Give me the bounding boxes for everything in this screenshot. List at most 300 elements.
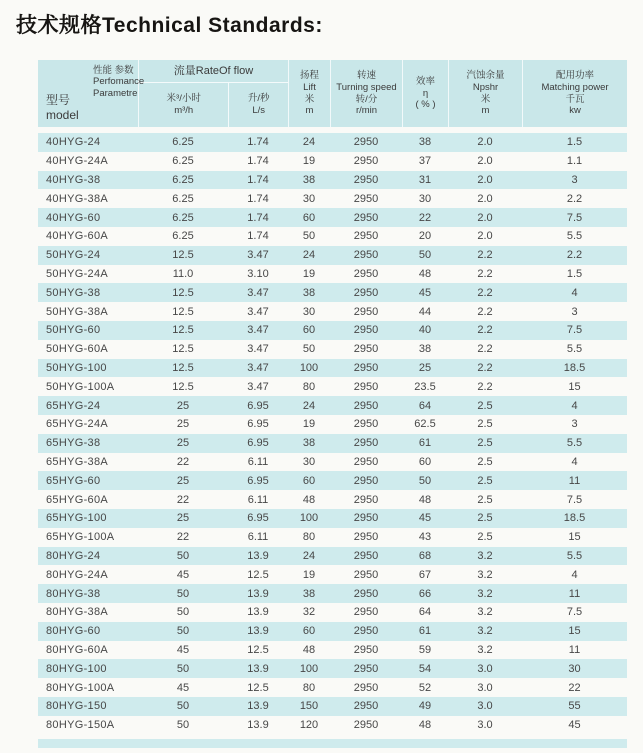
speed-cn: 转速 (356, 69, 376, 81)
value-cell: 6.95 (247, 512, 269, 525)
value-cell: 38 (302, 437, 316, 450)
value-cell: 38 (302, 587, 316, 600)
table-row (38, 152, 627, 171)
value-cell: 11.0 (172, 267, 194, 280)
value-cell: 6.25 (172, 136, 194, 149)
table-row (38, 133, 627, 152)
value-cell: 2950 (353, 512, 379, 525)
value-cell: 45 (568, 719, 581, 732)
value-cell: 25 (176, 418, 190, 431)
value-cell: 2.5 (477, 437, 493, 450)
value-cell: 48 (418, 267, 432, 280)
value-cell: 3.0 (477, 681, 493, 694)
value-cell: 2950 (353, 700, 379, 713)
value-cell: 2950 (353, 643, 379, 656)
value-cell: 50 (176, 625, 190, 638)
value-cell: 50 (302, 230, 316, 243)
model-cell: 65HYG-24A (46, 418, 109, 431)
value-cell: 13.9 (247, 625, 269, 638)
value-cell: 59 (418, 643, 432, 656)
value-cell: 2950 (353, 230, 379, 243)
value-cell: 6.11 (247, 493, 269, 506)
value-cell: 30 (302, 305, 316, 318)
value-cell: 24 (302, 549, 316, 562)
value-cell: 45 (418, 286, 432, 299)
value-cell: 64 (418, 399, 432, 412)
value-cell: 1.5 (566, 267, 583, 280)
model-cell: 80HYG-100A (46, 681, 115, 694)
model-cell: 50HYG-24A (46, 267, 109, 280)
value-cell: 45 (176, 681, 190, 694)
value-cell: 2950 (353, 173, 379, 186)
page-title: 技术规格Technical Standards: (16, 14, 323, 37)
value-cell: 19 (302, 418, 316, 431)
table-row (38, 716, 627, 735)
value-cell: 3.2 (477, 568, 493, 581)
value-cell: 25 (176, 512, 190, 525)
value-cell: 66 (418, 587, 432, 600)
model-cell: 50HYG-100 (46, 361, 107, 374)
model-en: model (46, 107, 79, 122)
value-cell: 2.2 (477, 249, 493, 262)
table-row (38, 565, 627, 584)
value-cell: 30 (302, 192, 316, 205)
value-cell: 22 (176, 531, 190, 544)
value-cell: 31 (418, 173, 432, 186)
value-cell: 6.25 (172, 230, 194, 243)
value-cell: 12.5 (172, 361, 194, 374)
model-cell: 80HYG-60 (46, 625, 101, 638)
table-row (38, 359, 627, 378)
value-cell: 50 (176, 719, 190, 732)
value-cell: 5.5 (566, 343, 583, 356)
value-cell: 60 (302, 324, 316, 337)
value-cell: 100 (299, 662, 319, 675)
value-cell: 38 (302, 173, 316, 186)
value-cell: 3.47 (247, 249, 269, 262)
value-cell: 49 (418, 700, 432, 713)
model-cell: 40HYG-38A (46, 192, 109, 205)
value-cell: 3.2 (477, 606, 493, 619)
value-cell: 2.2 (477, 343, 493, 356)
header-npshr-cell (448, 60, 522, 127)
value-cell: 12.5 (172, 343, 194, 356)
value-cell: 2.0 (477, 192, 493, 205)
header-model-cell (38, 60, 145, 127)
header-speed-cell (330, 60, 402, 127)
model-cell: 65HYG-60A (46, 493, 109, 506)
value-cell: 3.0 (477, 719, 493, 732)
value-cell: 2.5 (477, 455, 493, 468)
value-cell: 12.5 (172, 305, 194, 318)
header-lift-cell (288, 60, 330, 127)
table-row (38, 246, 627, 265)
model-cn: 型号 (46, 93, 71, 108)
value-cell: 13.9 (247, 662, 269, 675)
table-row (38, 340, 627, 359)
value-cell: 4 (571, 399, 578, 412)
value-cell: 6.95 (247, 474, 269, 487)
value-cell: 3.2 (477, 587, 493, 600)
header-flow-m3h (139, 83, 228, 127)
model-cell: 80HYG-100 (46, 662, 107, 675)
value-cell: 50 (176, 662, 190, 675)
model-cell: 65HYG-100 (46, 512, 107, 525)
performance-en-1: Perfomance (93, 76, 145, 88)
value-cell: 2.2 (477, 305, 493, 318)
value-cell: 23.5 (414, 380, 436, 393)
value-cell: 2.2 (477, 286, 493, 299)
value-cell: 3.2 (477, 643, 493, 656)
value-cell: 1.1 (566, 155, 583, 168)
value-cell: 38 (418, 343, 432, 356)
table-row (38, 453, 627, 472)
npshr-en: Npshr (472, 81, 499, 93)
table-row (38, 189, 627, 208)
value-cell: 30 (418, 192, 432, 205)
value-cell: 4 (571, 286, 578, 299)
value-cell: 38 (302, 286, 316, 299)
value-cell: 60 (302, 625, 316, 638)
power-cn: 配用功率 (555, 69, 594, 81)
value-cell: 2.0 (477, 155, 493, 168)
value-cell: 2.2 (566, 192, 583, 205)
value-cell: 2950 (353, 324, 379, 337)
table-row (38, 603, 627, 622)
value-cell: 61 (418, 437, 432, 450)
model-cell: 80HYG-24A (46, 568, 109, 581)
lift-unit-cn: 米 (304, 93, 315, 105)
value-cell: 24 (302, 399, 316, 412)
performance-en-2: Parametre (93, 87, 138, 99)
value-cell: 6.25 (172, 155, 194, 168)
value-cell: 2.0 (477, 211, 493, 224)
value-cell: 2950 (353, 493, 379, 506)
table-row (38, 509, 627, 528)
value-cell: 55 (568, 700, 581, 713)
value-cell: 80 (302, 380, 316, 393)
value-cell: 2.5 (477, 418, 493, 431)
value-cell: 4 (571, 455, 578, 468)
value-cell: 2.0 (477, 230, 493, 243)
header-flow-subcolumns (139, 83, 288, 127)
model-cell: 40HYG-38 (46, 173, 101, 186)
value-cell: 18.5 (563, 361, 586, 374)
value-cell: 54 (418, 662, 432, 675)
value-cell: 4 (571, 568, 578, 581)
model-cell: 80HYG-60A (46, 643, 109, 656)
value-cell: 2950 (353, 606, 379, 619)
value-cell: 38 (418, 136, 432, 149)
value-cell: 48 (418, 493, 432, 506)
value-cell: 150 (299, 700, 319, 713)
table-row (38, 584, 627, 603)
value-cell: 2.5 (477, 493, 493, 506)
table-row (38, 321, 627, 340)
speed-unit-cn: 转/分 (355, 93, 378, 105)
value-cell: 100 (299, 512, 319, 525)
value-cell: 1.74 (247, 173, 269, 186)
table-row (38, 227, 627, 246)
table-body (38, 133, 627, 735)
value-cell: 2950 (353, 399, 379, 412)
value-cell: 48 (418, 719, 432, 732)
table-row (38, 265, 627, 284)
value-cell: 2950 (353, 587, 379, 600)
value-cell: 2.2 (566, 249, 583, 262)
value-cell: 1.74 (247, 155, 269, 168)
value-cell: 50 (302, 343, 316, 356)
value-cell: 44 (418, 305, 432, 318)
speed-en: Turning speed (336, 81, 397, 93)
value-cell: 7.5 (566, 324, 583, 337)
header-power-cell (522, 60, 627, 127)
value-cell: 50 (176, 549, 190, 562)
value-cell: 2950 (353, 136, 379, 149)
value-cell: 2.0 (477, 173, 493, 186)
value-cell: 2950 (353, 418, 379, 431)
header-model-label (46, 93, 79, 122)
value-cell: 2950 (353, 437, 379, 450)
value-cell: 50 (418, 249, 432, 262)
value-cell: 2950 (353, 531, 379, 544)
value-cell: 67 (418, 568, 432, 581)
value-cell: 5.5 (566, 230, 583, 243)
table-footer-strip (38, 739, 627, 748)
value-cell: 11 (568, 474, 581, 487)
value-cell: 19 (302, 155, 316, 168)
value-cell: 60 (302, 474, 316, 487)
model-cell: 50HYG-38 (46, 286, 101, 299)
npshr-unit-en: m (481, 105, 490, 117)
value-cell: 1.74 (247, 192, 269, 205)
value-cell: 3.47 (247, 324, 269, 337)
value-cell: 50 (418, 474, 432, 487)
table-row (38, 302, 627, 321)
model-cell: 50HYG-24 (46, 249, 101, 262)
value-cell: 2.2 (477, 267, 493, 280)
value-cell: 32 (302, 606, 316, 619)
value-cell: 40 (418, 324, 432, 337)
efficiency-cn: 效率 (415, 75, 435, 87)
value-cell: 6.25 (172, 173, 194, 186)
value-cell: 2950 (353, 662, 379, 675)
value-cell: 2950 (353, 305, 379, 318)
model-cell: 80HYG-150 (46, 700, 107, 713)
value-cell: 43 (418, 531, 432, 544)
value-cell: 48 (302, 643, 316, 656)
value-cell: 12.5 (247, 568, 269, 581)
model-cell: 80HYG-150A (46, 719, 115, 732)
table-row (38, 208, 627, 227)
header-efficiency-cell (402, 60, 448, 127)
value-cell: 2950 (353, 361, 379, 374)
value-cell: 24 (302, 249, 316, 262)
value-cell: 2950 (353, 267, 379, 280)
value-cell: 22 (176, 493, 190, 506)
value-cell: 50 (176, 587, 190, 600)
table-row (38, 283, 627, 302)
value-cell: 2.0 (477, 136, 493, 149)
value-cell: 15 (568, 625, 581, 638)
model-cell: 80HYG-38A (46, 606, 109, 619)
value-cell: 7.5 (566, 211, 583, 224)
value-cell: 3.47 (247, 361, 269, 374)
value-cell: 3 (571, 173, 578, 186)
model-cell: 80HYG-38 (46, 587, 101, 600)
value-cell: 5.5 (566, 549, 583, 562)
model-cell: 65HYG-38A (46, 455, 109, 468)
value-cell: 3.0 (477, 662, 493, 675)
value-cell: 6.95 (247, 418, 269, 431)
value-cell: 22 (176, 455, 190, 468)
flow-m3h-en: m³/h (174, 104, 194, 116)
value-cell: 2.2 (477, 361, 493, 374)
value-cell: 2.2 (477, 380, 493, 393)
table-row (38, 528, 627, 547)
flow-ls-en: L/s (252, 104, 266, 116)
speed-unit-en: r/min (355, 105, 378, 117)
value-cell: 3 (571, 305, 578, 318)
model-cell: 50HYG-100A (46, 380, 115, 393)
table-row (38, 697, 627, 716)
model-cell: 65HYG-38 (46, 437, 101, 450)
value-cell: 7.5 (566, 606, 583, 619)
table-row (38, 490, 627, 509)
value-cell: 13.9 (247, 549, 269, 562)
value-cell: 52 (418, 681, 432, 694)
value-cell: 25 (176, 399, 190, 412)
value-cell: 25 (418, 361, 432, 374)
header-flow-group (138, 60, 288, 127)
model-cell: 65HYG-100A (46, 531, 115, 544)
value-cell: 13.9 (247, 700, 269, 713)
value-cell: 7.5 (566, 493, 583, 506)
value-cell: 6.95 (247, 399, 269, 412)
lift-en: Lift (303, 81, 316, 93)
value-cell: 25 (176, 474, 190, 487)
table-header (38, 60, 627, 127)
value-cell: 12.5 (172, 249, 194, 262)
table-row (38, 641, 627, 660)
value-cell: 22 (568, 681, 581, 694)
npshr-unit-cn: 米 (480, 93, 491, 105)
value-cell: 3 (571, 418, 578, 431)
value-cell: 61 (418, 625, 432, 638)
power-unit-en: kw (569, 105, 581, 117)
value-cell: 15 (568, 531, 581, 544)
model-cell: 50HYG-60A (46, 343, 109, 356)
model-cell: 50HYG-38A (46, 305, 109, 318)
model-cell: 40HYG-24 (46, 136, 101, 149)
table-row (38, 434, 627, 453)
value-cell: 2950 (353, 474, 379, 487)
value-cell: 2950 (353, 681, 379, 694)
table-row (38, 396, 627, 415)
value-cell: 1.74 (247, 211, 269, 224)
value-cell: 2950 (353, 719, 379, 732)
efficiency-unit: ( % ) (415, 99, 436, 111)
model-cell: 40HYG-60 (46, 211, 101, 224)
header-performance-label (93, 65, 144, 99)
power-en: Matching power (541, 81, 609, 93)
value-cell: 64 (418, 606, 432, 619)
value-cell: 120 (299, 719, 319, 732)
value-cell: 45 (176, 568, 190, 581)
value-cell: 1.74 (247, 136, 269, 149)
value-cell: 3.47 (247, 380, 269, 393)
value-cell: 6.25 (172, 192, 194, 205)
value-cell: 37 (418, 155, 432, 168)
table-row (38, 678, 627, 697)
value-cell: 3.47 (247, 286, 269, 299)
value-cell: 2.5 (477, 531, 493, 544)
model-cell: 40HYG-24A (46, 155, 109, 168)
flow-ls-cn: 升/秒 (247, 93, 270, 104)
value-cell: 20 (418, 230, 432, 243)
value-cell: 45 (418, 512, 432, 525)
value-cell: 48 (302, 493, 316, 506)
spec-table (38, 60, 627, 748)
value-cell: 100 (299, 361, 319, 374)
value-cell: 2.2 (477, 324, 493, 337)
model-cell: 65HYG-60 (46, 474, 101, 487)
model-cell: 80HYG-24 (46, 549, 101, 562)
value-cell: 12.5 (172, 380, 194, 393)
value-cell: 12.5 (172, 286, 194, 299)
value-cell: 2.5 (477, 399, 493, 412)
value-cell: 3.2 (477, 549, 493, 562)
value-cell: 2950 (353, 211, 379, 224)
value-cell: 50 (176, 606, 190, 619)
value-cell: 60 (302, 211, 316, 224)
value-cell: 1.74 (247, 230, 269, 243)
value-cell: 62.5 (414, 418, 436, 431)
value-cell: 19 (302, 267, 316, 280)
value-cell: 12.5 (247, 643, 269, 656)
value-cell: 6.95 (247, 437, 269, 450)
value-cell: 13.9 (247, 587, 269, 600)
model-cell: 50HYG-60 (46, 324, 101, 337)
value-cell: 2950 (353, 343, 379, 356)
table-row (38, 622, 627, 641)
power-unit-cn: 千瓦 (565, 93, 585, 105)
lift-cn: 扬程 (299, 69, 319, 81)
value-cell: 25 (176, 437, 190, 450)
table-row (38, 415, 627, 434)
value-cell: 45 (176, 643, 190, 656)
value-cell: 6.11 (247, 531, 269, 544)
value-cell: 2950 (353, 568, 379, 581)
value-cell: 3.2 (477, 625, 493, 638)
value-cell: 12.5 (172, 324, 194, 337)
value-cell: 1.5 (566, 136, 583, 149)
value-cell: 2950 (353, 380, 379, 393)
value-cell: 13.9 (247, 606, 269, 619)
value-cell: 3.10 (247, 267, 269, 280)
value-cell: 2950 (353, 625, 379, 638)
value-cell: 30 (302, 455, 316, 468)
value-cell: 3.47 (247, 305, 269, 318)
value-cell: 30 (568, 662, 581, 675)
value-cell: 3.47 (247, 343, 269, 356)
value-cell: 80 (302, 681, 316, 694)
value-cell: 6.25 (172, 211, 194, 224)
value-cell: 22 (418, 211, 432, 224)
efficiency-symbol: η (422, 87, 429, 99)
value-cell: 5.5 (566, 437, 583, 450)
header-flow-ls (228, 83, 288, 127)
